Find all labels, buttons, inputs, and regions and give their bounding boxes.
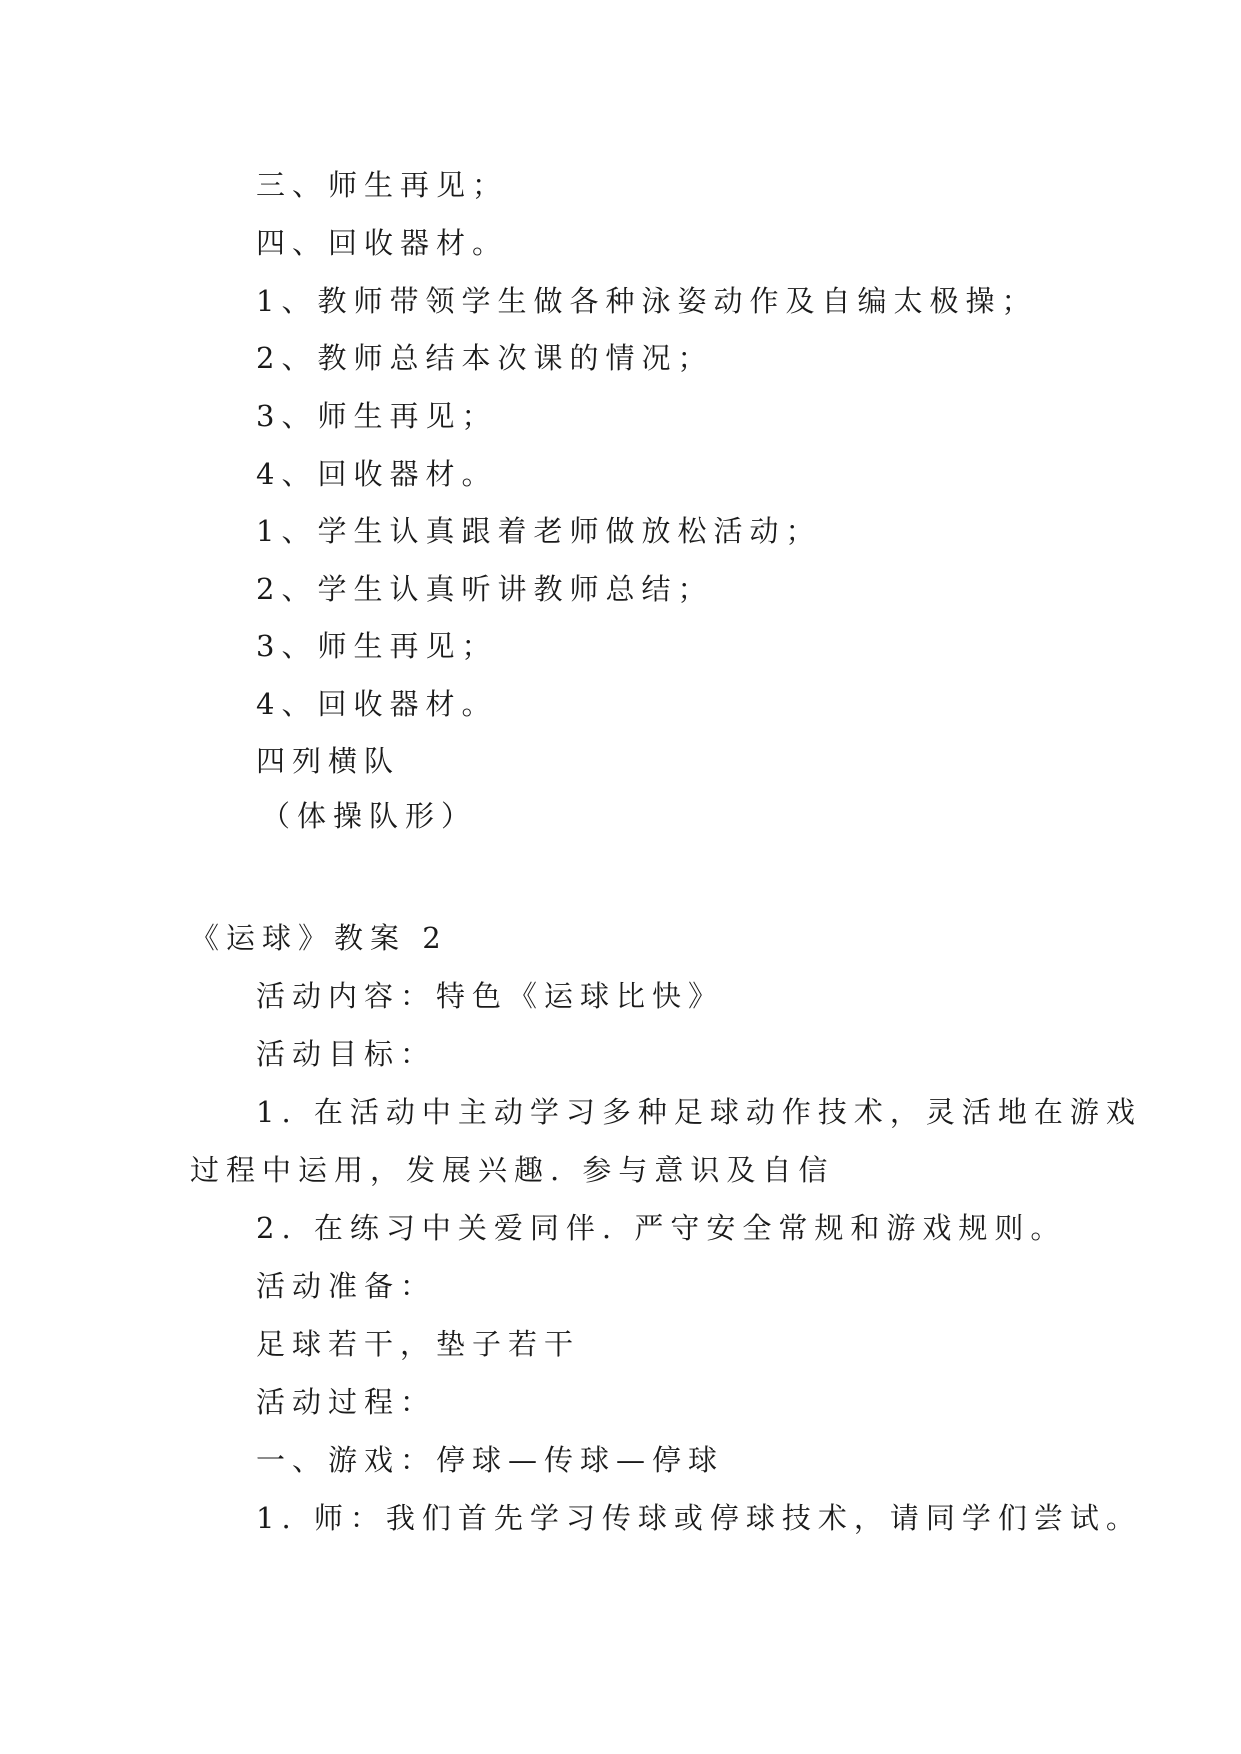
text-line: 1. 在活动中主动学习多种足球动作技术，灵活地在游戏 xyxy=(256,1095,1142,1129)
text-line: 2、教师总结本次课的情况； xyxy=(256,341,714,375)
text-line: 4、回收器材。 xyxy=(256,457,498,491)
text-line: 过程中运用，发展兴趣. 参与意识及自信 xyxy=(190,1153,835,1187)
text-line: 四列横队 xyxy=(256,744,401,778)
text-line: 活动准备： xyxy=(256,1269,437,1303)
text-line: 1、学生认真跟着老师做放松活动； xyxy=(256,514,822,548)
text-line: 2. 在练习中关爱同伴. 严守安全常规和游戏规则。 xyxy=(256,1211,1067,1245)
text-line: 2、学生认真听讲教师总结； xyxy=(256,572,714,606)
text-line: 足球若干，垫子若干 xyxy=(256,1327,581,1361)
text-line: 1、教师带领学生做各种泳姿动作及自编太极操； xyxy=(256,284,1038,318)
section-title: 《运球》教案 2 xyxy=(190,921,448,955)
text-line: 3、师生再见； xyxy=(256,399,498,433)
text-line: （体操队形） xyxy=(261,799,478,833)
text-line: 三、师生再见； xyxy=(256,168,509,202)
text-line: 活动目标： xyxy=(256,1037,437,1071)
text-line: 一、游戏：停球—传球—停球 xyxy=(256,1443,725,1477)
text-line: 活动过程： xyxy=(256,1385,437,1419)
text-line: 3、师生再见； xyxy=(256,629,498,663)
text-line: 4、回收器材。 xyxy=(256,687,498,721)
text-line: 四、回收器材。 xyxy=(256,226,509,260)
text-line: 活动内容：特色《运球比快》 xyxy=(256,979,725,1013)
text-line: 1. 师：我们首先学习传球或停球技术，请同学们尝试。 xyxy=(256,1501,1142,1535)
